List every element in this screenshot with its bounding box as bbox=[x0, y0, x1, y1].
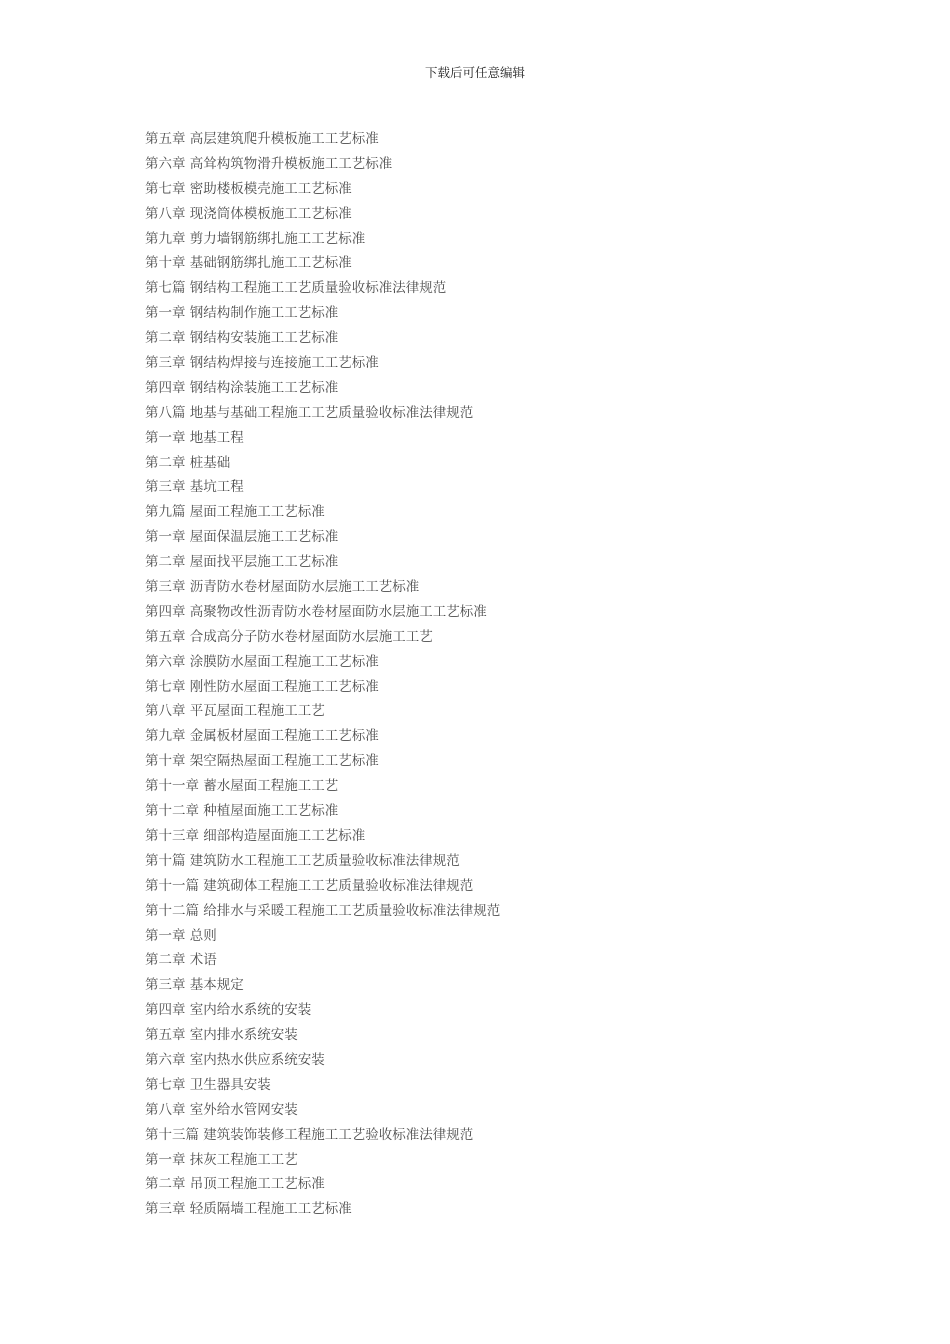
toc-entry: 第五章 合成高分子防水卷材屋面防水层施工工艺 bbox=[145, 628, 433, 645]
toc-entry: 第七章 刚性防水屋面工程施工工艺标准 bbox=[145, 678, 379, 695]
toc-entry: 第一章 地基工程 bbox=[145, 429, 244, 446]
toc-entry: 第十篇 建筑防水工程施工工艺质量验收标准法律规范 bbox=[145, 852, 460, 869]
toc-entry: 第二章 钢结构安装施工工艺标准 bbox=[145, 330, 339, 347]
toc-entry: 第三章 沥青防水卷材屋面防水层施工工艺标准 bbox=[145, 579, 420, 596]
toc-entry: 第十一篇 建筑砌体工程施工工艺质量验收标准法律规范 bbox=[145, 877, 474, 894]
toc-entry: 第一章 屋面保温层施工工艺标准 bbox=[145, 529, 339, 546]
toc-entry: 第六章 高耸构筑物滑升模板施工工艺标准 bbox=[145, 155, 393, 172]
toc-entry: 第二章 术语 bbox=[145, 952, 217, 969]
toc-entry: 第六章 室内热水供应系统安装 bbox=[145, 1051, 325, 1068]
toc-entry: 第八章 室外给水管网安装 bbox=[145, 1101, 298, 1118]
toc-entry: 第十章 基础钢筋绑扎施工工艺标准 bbox=[145, 255, 352, 272]
page-header: 下载后可任意编辑 bbox=[424, 65, 525, 80]
toc-entry: 第八章 现浇筒体模板施工工艺标准 bbox=[145, 205, 352, 222]
toc-entry: 第三章 基坑工程 bbox=[145, 479, 244, 496]
toc-entry: 第九篇 屋面工程施工工艺标准 bbox=[145, 504, 325, 521]
toc-entry: 第二章 桩基础 bbox=[145, 454, 231, 471]
toc-entry: 第十一章 蓄水屋面工程施工工艺 bbox=[145, 778, 339, 795]
toc-entry: 第五章 室内排水系统安装 bbox=[145, 1027, 298, 1044]
toc-entry: 第六章 涂膜防水屋面工程施工工艺标准 bbox=[145, 653, 379, 670]
toc-entry: 第四章 室内给水系统的安装 bbox=[145, 1002, 312, 1019]
toc-entry: 第三章 钢结构焊接与连接施工工艺标准 bbox=[145, 355, 379, 372]
toc-entry: 第三章 轻质隔墙工程施工工艺标准 bbox=[145, 1201, 352, 1218]
toc-entry: 第八章 平瓦屋面工程施工工艺 bbox=[145, 703, 325, 720]
toc-entry: 第八篇 地基与基础工程施工工艺质量验收标准法律规范 bbox=[145, 404, 474, 421]
table-of-contents bbox=[145, 127, 500, 1222]
toc-entry: 第三章 基本规定 bbox=[145, 977, 244, 994]
toc-entry: 第二章 屋面找平层施工工艺标准 bbox=[145, 554, 339, 571]
toc-entry: 第一章 总则 bbox=[145, 927, 217, 944]
toc-entry: 第七篇 钢结构工程施工工艺质量验收标准法律规范 bbox=[145, 280, 447, 297]
toc-entry: 第一章 抹灰工程施工工艺 bbox=[145, 1151, 298, 1168]
toc-entry: 第四章 钢结构涂装施工工艺标准 bbox=[145, 379, 339, 396]
toc-entry: 第十二章 种植屋面施工工艺标准 bbox=[145, 803, 339, 820]
toc-entry: 第十三章 细部构造屋面施工工艺标准 bbox=[145, 827, 366, 844]
toc-entry: 第七章 密助楼板模壳施工工艺标准 bbox=[145, 180, 352, 197]
toc-entry: 第二章 吊顶工程施工工艺标准 bbox=[145, 1176, 325, 1193]
toc-entry: 第五章 高层建筑爬升模板施工工艺标准 bbox=[145, 131, 379, 147]
toc-entry: 第七章 卫生器具安装 bbox=[145, 1076, 271, 1093]
toc-entry: 第九章 剪力墙钢筋绑扎施工工艺标准 bbox=[145, 230, 366, 247]
toc-entry: 第十二篇 给排水与采暖工程施工工艺质量验收标准法律规范 bbox=[145, 902, 501, 919]
toc-entry: 第四章 高聚物改性沥青防水卷材屋面防水层施工工艺标准 bbox=[145, 603, 487, 620]
toc-entry: 第十三篇 建筑装饰装修工程施工工艺验收标准法律规范 bbox=[145, 1126, 474, 1143]
toc-entry: 第十章 架空隔热屋面工程施工工艺标准 bbox=[145, 753, 379, 770]
toc-entry: 第九章 金属板材屋面工程施工工艺标准 bbox=[145, 728, 379, 745]
toc-entry: 第一章 钢结构制作施工工艺标准 bbox=[145, 305, 339, 322]
